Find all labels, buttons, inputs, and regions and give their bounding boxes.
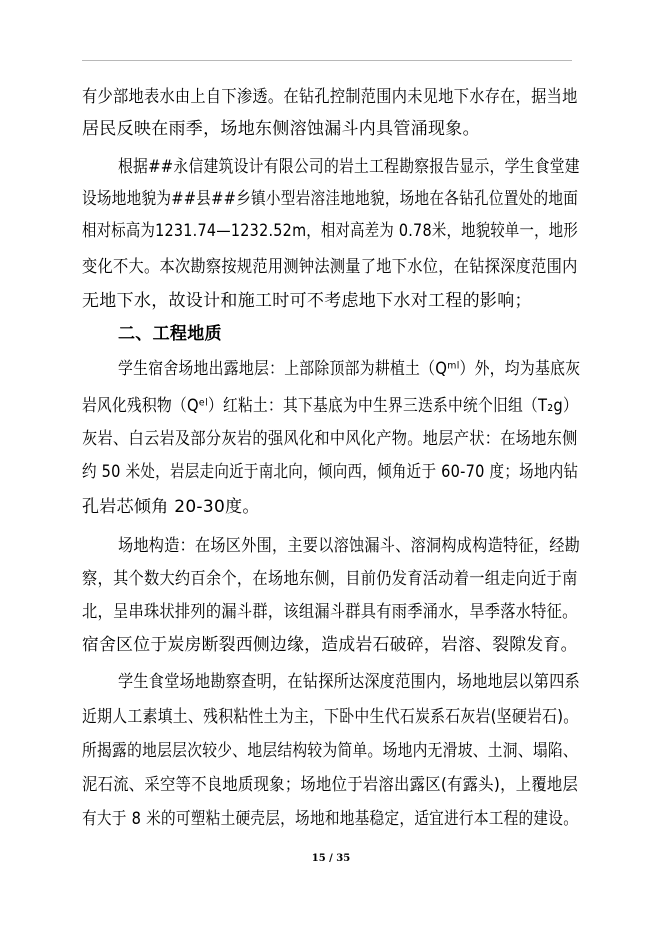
paragraph-line: 有少部地表水由上自下渗透。在钻孔控制范围内未见地下水存在，据当地 (82, 87, 578, 107)
paragraph-line: 泥石流、采空等不良地质现象；场地位于岩溶出露区(有露头)，上覆地层 (82, 775, 579, 795)
paragraph-line: 居民反映在雨季，场地东侧溶蚀漏斗内具管涌现象。 (82, 119, 480, 139)
paragraph-line: 北，呈串珠状排列的漏斗群，该组漏斗群具有雨季涌水，旱季落水特征。 (82, 602, 578, 622)
paragraph-line: 近期人工素填土、残积粘性土为主，下卧中生代石炭系石灰岩(坚硬岩石)。 (82, 707, 579, 727)
paragraph-line: 有大于 8 米的可塑粘土硬壳层，场地和地基稳定，适宜进行本工程的建设。 (82, 809, 579, 829)
paragraph-line: 学生宿舍场地出露地层：上部除顶部为耕植土（Qᵐˡ）外，均为基底灰 (118, 359, 581, 379)
section-heading: 二、工程地质 (118, 324, 222, 344)
paragraph-line: 变化不大。本次勘察按规范用测钟法测量了地下水位，在钻探深度范围内 (82, 257, 578, 277)
paragraph-line: 无地下水，故设计和施工时可不考虑地下水对工程的影响； (82, 291, 532, 311)
paragraph-line: 约 50 米处，岩层走向近于南北向，倾向西，倾角近于 60-70 度；场地内钻 (82, 462, 579, 482)
paragraph-line: 学生食堂场地勘察查明，在钻探所达深度范围内，场地地层以第四系 (118, 672, 581, 692)
page-number: 15 / 35 (311, 853, 351, 864)
paragraph-line: 根据##永信建筑设计有限公司的岩土工程勘察报告显示，学生食堂建 (118, 157, 580, 177)
paragraph-line: 场地构造：在场区外围，主要以溶蚀漏斗、溶洞构成构造特征，经勘 (118, 536, 581, 556)
paragraph-line: 宿舍区位于炭房断裂西侧边缘，造成岩石破碎，岩溶、裂隙发育。 (82, 635, 578, 655)
paragraph-line: 相对标高为1231.74—1232.52m，相对高差为 0.78米，地貌较单一，地形 (82, 221, 579, 241)
paragraph-line: 孔岩芯倾角 20-30度。 (82, 497, 260, 517)
header-rule (82, 60, 572, 61)
paragraph-line: 察，其个数大约百余个，在场地东侧，目前仍发育活动着一组走向近于南 (82, 569, 578, 589)
paragraph-line: 灰岩、白云岩及部分灰岩的强风化和中风化产物。地层产状：在场地东侧 (82, 429, 578, 449)
paragraph-line: 岩风化残积物（Qᵉˡ）红粘土：其下基底为中生界三迭系中统个旧组（T₂g） (82, 396, 579, 416)
paragraph-line: 所揭露的地层层次较少、地层结构较为简单。场地内无滑坡、土洞、塌陷、 (82, 741, 578, 761)
paragraph-line: 设场地地貌为##县##乡镇小型岩溶洼地地貌，场地在各钻孔位置处的地面 (82, 189, 579, 209)
